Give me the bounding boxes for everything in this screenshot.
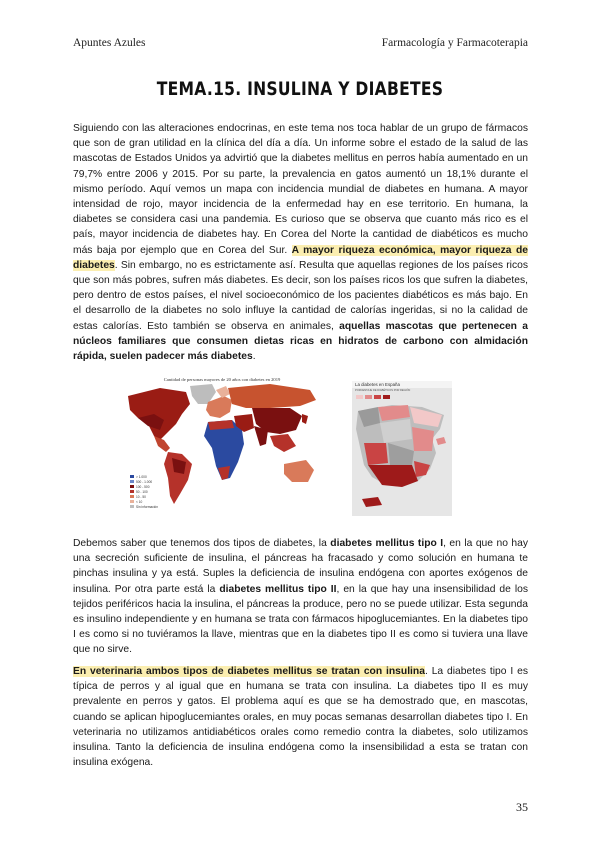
legend-swatch	[130, 485, 134, 488]
legend-swatch	[130, 500, 134, 503]
bold-text: aquellas mascotas que pertenecen a núcleos familiares que consumen dietas ricas en hidratos de carbono con almidación rápida, suelen padecer más diabetes	[73, 320, 528, 363]
paragraph-veterinary	[73, 664, 528, 770]
legend-swatch	[130, 480, 134, 483]
legend-swatch	[130, 490, 134, 493]
legend-swatch	[130, 475, 134, 478]
japan-region	[302, 414, 308, 424]
legend-label: 100 - 500	[136, 485, 150, 489]
legend-label: 500 - 1.000	[136, 480, 153, 484]
legend-swatch	[130, 505, 134, 508]
scandinavia-region	[216, 386, 230, 398]
paragraph-text: , en la que no hay una secreción suficiente de insulina, el páncreas ha fracasado y como solución en humana te pinchas insulina y ya está. Suples la deficiencia de insulina endógena con aportes exógenos de insulina. Por otra parte está la	[73, 538, 528, 595]
legend-label: Sin información	[136, 505, 158, 509]
header-left: Apuntes Azules	[73, 37, 146, 49]
paragraph-text: . Sin embargo, no es estrictamente así. Resulta que aquellas regiones de los países ricos que son más pobres, sufren más diabetes. Es decir, son los países ricos los que sufren la diabetes, pero dentro de estos países, el nivel socioeconómico de los pacientes diabéticos es más bajo. En el desarrollo de la diabetes no solo influye la cantidad de calorías ingeridas, si no la calidad de estas calorías. Esto también se observa en animales,	[73, 259, 528, 332]
map-subtitle: PORCENTAJE DE DIABÉTICOS POR REGIÓN	[355, 389, 411, 392]
paragraph-text: , en la que hay una insensibilidad de los tejidos periféricos hacia la insulina, el páncreas la produce, pero no se puede utilizar. Esta segunda es insulino independiente y en humana se trata con fármacos hipoglucemiantes. En la diabetes tipo I es como si no tuviéramos la llave, mientras que en la diabetes tipo II es como si tuviera una llave que no sirve.	[73, 583, 528, 656]
legend-label: 50 - 100	[136, 490, 148, 494]
legend-label: 10 - 50	[136, 495, 146, 499]
page-title: TEMA.15. INSULINA Y DIABETES	[156, 78, 444, 100]
valencia-region	[412, 427, 434, 451]
map-legend	[130, 475, 158, 509]
paragraph-text: Siguiendo con las alteraciones endocrinas, en este tema nos toca hablar de un grupo de fármacos que son de gran utilidad en la clínica del día a día. Un informe sobre el estado de la salud de las mascotas de Estados Unidos ya advirtió que la diabetes mellitus en perros había aumentado en un 79,7% entre 2006 y 2015. Por su parte, la prevalencia en gatos aumentó un 18,1% durante el mismo período. Aquí vemos un mapa con incidencia mundial de diabetes en humana. A mayor intensidad de rojo, mayor incidencia de la enfermedad hay en ese territorio. En humana, la diabetes se considera casi una pandemia. Es curioso que se observa que cuanto más rico es el país, mayor incidencia de diabetes hay. En Corea del Norte la cantidad de diabéticos es mucho más baja por ejemplo que en Corea del Sur.	[73, 123, 528, 256]
highlighted-text: En veterinaria ambos tipos de diabetes mellitus se tratan con insulina	[73, 666, 425, 677]
legend-label: < 10	[136, 500, 143, 504]
legend-swatch	[356, 395, 363, 399]
page-number: 35	[516, 800, 528, 814]
world-diabetes-map	[120, 374, 324, 520]
legend-swatch	[365, 395, 372, 399]
paragraph-types	[73, 536, 528, 658]
legend-swatch	[130, 495, 134, 498]
legend-label: > 1.000	[136, 475, 147, 479]
header-right: Farmacología y Farmacoterapia	[381, 37, 528, 49]
bold-text: diabetes mellitus tipo II	[219, 583, 337, 595]
paragraph-text: .	[252, 351, 256, 363]
southeast-asia-region	[270, 434, 296, 452]
map-caption: Cantidad de personas mayores de 20 años con diabetes en 2019	[163, 377, 281, 382]
bold-text: diabetes mellitus tipo I	[330, 538, 444, 549]
central-america-region	[154, 436, 170, 452]
extremadura-region	[364, 443, 388, 465]
castilla-region	[380, 419, 412, 443]
paragraph-intro	[73, 121, 528, 364]
highlighted-text: A mayor riqueza económica, mayor riqueza de diabetes	[73, 244, 528, 271]
russia-region	[228, 384, 316, 408]
north-america-region	[128, 388, 190, 440]
legend-swatch	[374, 395, 381, 399]
map-title: La diabetes en España	[355, 382, 400, 387]
australia-region	[284, 460, 314, 482]
spain-diabetes-map	[352, 381, 452, 516]
paragraph-text: Debemos saber que tenemos dos tipos de diabetes, la	[73, 538, 331, 549]
paragraph-text: . La diabetes tipo I es típica de perros y al igual que en humana se trata con insulina. La diabetes tipo II es muy prevalente en perros y gatos. El problema aquí es que se ha demostrado que, en mascotas, cuando se aplican hipoglucemiantes orales, en muy pocas semanas desarrollan diabetes tipo I. En veterinaria no utilizamos antidiabéticos orales como remedio contra la diabetes, solo utilizamos insulina. Tanto la deficiencia de insulina endógena como la insensibilidad a esta se tratan con insulina exógena.	[73, 666, 528, 769]
legend-swatch	[383, 395, 390, 399]
